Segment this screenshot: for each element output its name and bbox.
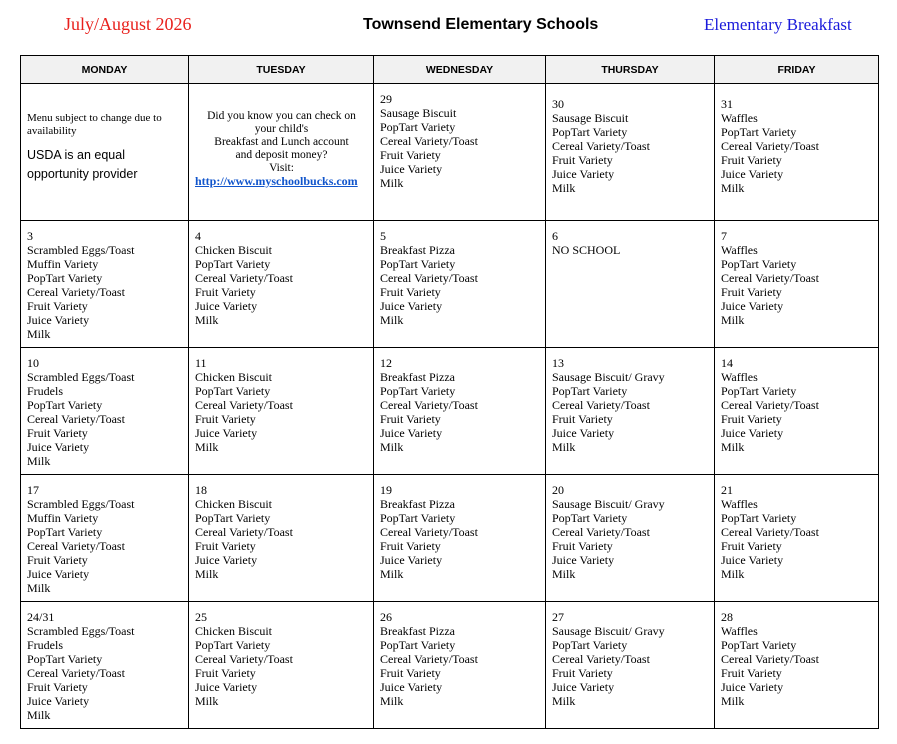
menu-item: Juice Variety (380, 426, 443, 440)
day-number: 17 (27, 483, 39, 497)
menu-item: Juice Variety (721, 680, 784, 694)
menu-item: Juice Variety (552, 553, 615, 567)
menu-item: Scrambled Eggs/Toast (27, 624, 135, 638)
menu-item: Cereal Variety/Toast (380, 398, 478, 412)
menu-item: Milk (195, 567, 219, 581)
weekday-friday: FRIDAY (715, 56, 879, 84)
weekday-thursday: THURSDAY (546, 56, 715, 84)
menu-item: Sausage Biscuit (380, 106, 457, 120)
menu-item: Cereal Variety/Toast (27, 666, 125, 680)
menu-item: Cereal Variety/Toast (552, 525, 650, 539)
weekday-monday: MONDAY (21, 56, 189, 84)
menu-item: Waffles (721, 497, 758, 511)
menu-item: Fruit Variety (552, 412, 613, 426)
menu-item: PopTart Variety (195, 511, 271, 525)
day-number: 18 (195, 483, 207, 497)
month-title: July/August 2026 (64, 14, 192, 34)
day-number: 4 (195, 229, 201, 243)
menu-item: Fruit Variety (721, 285, 782, 299)
day-number: 20 (552, 483, 564, 497)
menu-item: Cereal Variety/Toast (195, 271, 293, 285)
menu-item: Fruit Variety (721, 153, 782, 167)
menu-item: Frudels (27, 384, 63, 398)
menu-item: PopTart Variety (380, 638, 456, 652)
day-number: 12 (380, 356, 392, 370)
menu-item: Scrambled Eggs/Toast (27, 370, 135, 384)
menu-item: Breakfast Pizza (380, 370, 455, 384)
menu-item: Milk (195, 313, 219, 327)
account-info (195, 110, 368, 188)
myschoolbucks-link[interactable]: http://www.myschoolbucks.com (195, 174, 358, 188)
menu-item: Cereal Variety/Toast (721, 525, 819, 539)
menu-item: Cereal Variety/Toast (552, 139, 650, 153)
menu-calendar (20, 55, 879, 729)
day-number: 28 (721, 610, 733, 624)
day-cell (715, 84, 879, 221)
week-row (21, 475, 879, 602)
menu-item: Sausage Biscuit/ Gravy (552, 497, 665, 511)
menu-item: Milk (721, 567, 745, 581)
day-number: 11 (195, 356, 207, 370)
menu-item: Juice Variety (721, 553, 784, 567)
day-cell (546, 84, 715, 221)
menu-item: Milk (380, 313, 404, 327)
menu-item: Milk (552, 567, 576, 581)
menu-item: Cereal Variety/Toast (380, 271, 478, 285)
menu-item: Milk (552, 181, 576, 195)
info-line: Did you know you can check on (207, 110, 356, 122)
day-cell (374, 221, 546, 348)
day-number: 5 (380, 229, 386, 243)
menu-item: Milk (380, 694, 404, 708)
day-number: 21 (721, 483, 733, 497)
day-number: 14 (721, 356, 733, 370)
menu-item: Chicken Biscuit (195, 497, 272, 511)
menu-item: Milk (27, 581, 51, 595)
day-cell (21, 348, 189, 475)
menu-item: PopTart Variety (380, 120, 456, 134)
menu-item: Milk (552, 694, 576, 708)
menu-item: Juice Variety (552, 426, 615, 440)
menu-item: Breakfast Pizza (380, 624, 455, 638)
menu-item: Juice Variety (552, 167, 615, 181)
menu-item: Juice Variety (721, 167, 784, 181)
day-number: 10 (27, 356, 39, 370)
menu-item: Breakfast Pizza (380, 497, 455, 511)
menu-item: PopTart Variety (552, 511, 628, 525)
menu-item: PopTart Variety (27, 525, 103, 539)
menu-item: Juice Variety (552, 680, 615, 694)
menu-item: PopTart Variety (380, 257, 456, 271)
menu-item: Muffin Variety (27, 257, 99, 271)
menu-item: Chicken Biscuit (195, 624, 272, 638)
menu-item: Fruit Variety (552, 153, 613, 167)
menu-item: Muffin Variety (27, 511, 99, 525)
menu-item: Juice Variety (195, 299, 258, 313)
menu-item: PopTart Variety (721, 384, 797, 398)
menu-item: Cereal Variety/Toast (552, 398, 650, 412)
info-line: Breakfast and Lunch account (214, 136, 349, 148)
menu-item: PopTart Variety (552, 125, 628, 139)
menu-item: Waffles (721, 370, 758, 384)
day-cell (546, 475, 715, 602)
day-number: 19 (380, 483, 392, 497)
menu-item: Fruit Variety (27, 426, 88, 440)
menu-item: Milk (380, 176, 404, 190)
week-row (21, 221, 879, 348)
menu-item: Fruit Variety (721, 539, 782, 553)
menu-item: Fruit Variety (27, 553, 88, 567)
menu-type-title: Elementary Breakfast (704, 15, 852, 34)
menu-item: Fruit Variety (552, 539, 613, 553)
menu-item: PopTart Variety (195, 257, 271, 271)
menu-item: Fruit Variety (380, 666, 441, 680)
day-number: 7 (721, 229, 727, 243)
school-title: Townsend Elementary Schools (363, 16, 599, 33)
menu-item: Juice Variety (721, 299, 784, 313)
menu-item: Milk (195, 440, 219, 454)
menu-item: Fruit Variety (380, 412, 441, 426)
menu-item: Cereal Variety/Toast (552, 652, 650, 666)
menu-item: Sausage Biscuit (552, 111, 629, 125)
menu-item: Chicken Biscuit (195, 243, 272, 257)
menu-item: Juice Variety (380, 553, 443, 567)
day-cell (374, 84, 546, 221)
menu-item: Fruit Variety (552, 666, 613, 680)
day-cell (374, 475, 546, 602)
menu-item: Milk (380, 567, 404, 581)
menu-item: PopTart Variety (195, 384, 271, 398)
day-number: 29 (380, 92, 392, 106)
menu-item: Fruit Variety (195, 412, 256, 426)
menu-item: Fruit Variety (380, 539, 441, 553)
menu-item: Milk (27, 708, 51, 722)
menu-item: PopTart Variety (721, 125, 797, 139)
menu-item: Cereal Variety/Toast (721, 652, 819, 666)
menu-item: Scrambled Eggs/Toast (27, 243, 135, 257)
day-number: 6 (552, 229, 558, 243)
day-cell (715, 475, 879, 602)
menu-item: Cereal Variety/Toast (721, 139, 819, 153)
menu-item: Juice Variety (27, 567, 90, 581)
info-line: your child's (254, 123, 309, 135)
day-number: 3 (27, 229, 33, 243)
menu-item: Cereal Variety/Toast (380, 525, 478, 539)
day-cell (189, 475, 374, 602)
day-number: 31 (721, 97, 733, 111)
day-cell (21, 475, 189, 602)
menu-item: Milk (552, 440, 576, 454)
menu-item: Cereal Variety/Toast (27, 285, 125, 299)
menu-item: Cereal Variety/Toast (195, 652, 293, 666)
day-cell (189, 221, 374, 348)
menu-item: Milk (721, 440, 745, 454)
menu-item: Milk (27, 327, 51, 341)
day-cell (546, 221, 715, 348)
menu-item: PopTart Variety (195, 638, 271, 652)
menu-change-note: Menu subject to change due to availability (27, 112, 162, 137)
menu-item: Juice Variety (721, 426, 784, 440)
account-info-cell (189, 84, 374, 221)
menu-item: Juice Variety (27, 440, 90, 454)
menu-item: Sausage Biscuit/ Gravy (552, 370, 665, 384)
menu-item: PopTart Variety (380, 384, 456, 398)
menu-item: Frudels (27, 638, 63, 652)
menu-item: Milk (721, 181, 745, 195)
menu-item: PopTart Variety (552, 638, 628, 652)
info-line: and deposit money? (235, 149, 328, 161)
week-row (21, 348, 879, 475)
menu-item: Juice Variety (195, 680, 258, 694)
day-number: 13 (552, 356, 564, 370)
menu-item: PopTart Variety (27, 398, 103, 412)
menu-item: Juice Variety (380, 299, 443, 313)
week-row (21, 84, 879, 221)
day-cell (715, 602, 879, 729)
weekday-tuesday: TUESDAY (189, 56, 374, 84)
menu-item: Fruit Variety (380, 148, 441, 162)
day-cell (374, 602, 546, 729)
menu-item: Juice Variety (27, 694, 90, 708)
day-cell (546, 602, 715, 729)
menu-item: Juice Variety (380, 680, 443, 694)
day-cell (189, 602, 374, 729)
menu-item: Fruit Variety (195, 539, 256, 553)
menu-item: Cereal Variety/Toast (380, 134, 478, 148)
menu-item: Juice Variety (195, 553, 258, 567)
menu-item: Fruit Variety (380, 285, 441, 299)
menu-item: Cereal Variety/Toast (721, 398, 819, 412)
menu-item: Cereal Variety/Toast (27, 539, 125, 553)
menu-item: Fruit Variety (721, 412, 782, 426)
day-number: 27 (552, 610, 564, 624)
menu-item: Fruit Variety (27, 680, 88, 694)
menu-item: Fruit Variety (195, 666, 256, 680)
menu-item: Fruit Variety (195, 285, 256, 299)
menu-item: Juice Variety (27, 313, 90, 327)
menu-item: Scrambled Eggs/Toast (27, 497, 135, 511)
menu-item: PopTart Variety (380, 511, 456, 525)
menu-item: Waffles (721, 624, 758, 638)
day-cell (546, 348, 715, 475)
week-row (21, 602, 879, 729)
menu-item: PopTart Variety (721, 638, 797, 652)
menu-item: Cereal Variety/Toast (195, 525, 293, 539)
menu-item: Milk (721, 694, 745, 708)
menu-item: Milk (721, 313, 745, 327)
menu-item: PopTart Variety (721, 257, 797, 271)
info-line: Visit: (269, 162, 294, 174)
day-cell (715, 221, 879, 348)
menu-item: Breakfast Pizza (380, 243, 455, 257)
usda-note: USDA is an equal opportunity provider (27, 148, 138, 181)
menu-item: Waffles (721, 243, 758, 257)
day-cell (715, 348, 879, 475)
notes-cell (21, 84, 189, 221)
menu-item: Milk (27, 454, 51, 468)
menu-item: Cereal Variety/Toast (27, 412, 125, 426)
menu-item: Cereal Variety/Toast (195, 398, 293, 412)
day-cell (21, 221, 189, 348)
day-number: 26 (380, 610, 392, 624)
menu-item: Milk (380, 440, 404, 454)
menu-item: PopTart Variety (27, 652, 103, 666)
menu-item: Cereal Variety/Toast (721, 271, 819, 285)
menu-item: PopTart Variety (721, 511, 797, 525)
menu-item: PopTart Variety (552, 384, 628, 398)
day-number: 24/31 (27, 610, 55, 624)
menu-item: Fruit Variety (721, 666, 782, 680)
menu-item: NO SCHOOL (552, 243, 621, 257)
weekday-wednesday: WEDNESDAY (374, 56, 546, 84)
menu-item: Milk (195, 694, 219, 708)
day-cell (21, 602, 189, 729)
menu-item: Chicken Biscuit (195, 370, 272, 384)
menu-item: PopTart Variety (27, 271, 103, 285)
day-number: 30 (552, 97, 564, 111)
menu-item: Cereal Variety/Toast (380, 652, 478, 666)
day-number: 25 (195, 610, 207, 624)
menu-item: Fruit Variety (27, 299, 88, 313)
menu-item: Waffles (721, 111, 758, 125)
day-cell (374, 348, 546, 475)
weekday-header-row (21, 56, 879, 84)
menu-item: Juice Variety (195, 426, 258, 440)
menu-item: Juice Variety (380, 162, 443, 176)
menu-item: Sausage Biscuit/ Gravy (552, 624, 665, 638)
day-cell (189, 348, 374, 475)
